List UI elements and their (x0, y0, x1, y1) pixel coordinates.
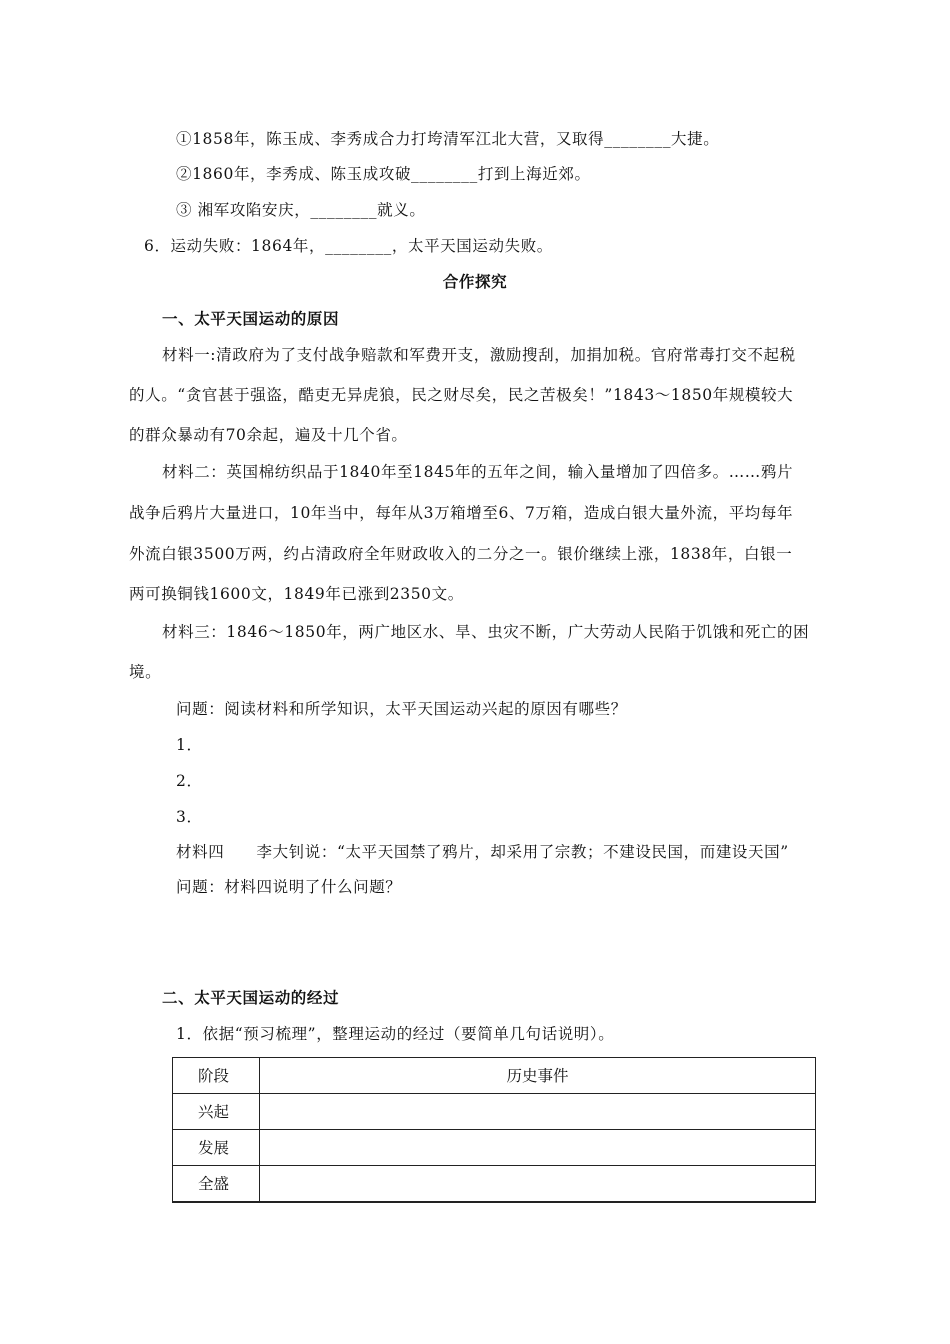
material1-line-1: 材料一:清政府为了支付战争赔款和军费开支，激励搜刮，加捐加税。官府常毒打交不起税 (162, 346, 796, 364)
header-stage: 阶段 (173, 1058, 260, 1094)
stage-cell: 全盛 (173, 1166, 260, 1202)
material2-line-2: 战争后鸦片大量进口，10年当中，每年从3万箱增至6、7万箱，造成白银大量外流，平均每年 (129, 504, 794, 522)
table-header-row (173, 1058, 816, 1094)
part2-instruction: 1．依据“预习梳理”，整理运动的经过（要简单几句话说明）。 (176, 1025, 615, 1043)
table-row (173, 1130, 816, 1166)
material2-line-1: 材料二：英国棉纺织品于1840年至1845年的五年之间，输入量增加了四倍多。……鸦片 (162, 463, 794, 481)
pre-item-4: 6．运动失败：1864年，________，太平天国运动失败。 (144, 237, 553, 255)
question2: 问题：材料四说明了什么问题？ (176, 878, 402, 896)
material1-line-3: 的群众暴动有70余起，遍及十几个省。 (129, 426, 408, 444)
pre-item-2: ②1860年，李秀成、陈玉成攻破________打到上海近郊。 (176, 165, 591, 183)
question1: 问题：阅读材料和所学知识，太平天国运动兴起的原因有哪些？ (176, 700, 627, 718)
answer-1: 1． (176, 736, 203, 754)
event-cell[interactable] (260, 1166, 816, 1202)
part1-heading: 一、太平天国运动的原因 (162, 310, 340, 328)
material3-line-1: 材料三：1846～1850年，两广地区水、旱、虫灾不断，广大劳动人民陷于饥饿和死亡的困 (162, 623, 810, 641)
event-cell[interactable] (260, 1130, 816, 1166)
answer-2: 2． (176, 772, 203, 790)
material1-line-2: 的人。“贪官甚于强盗，酷吏无异虎狼，民之财尽矣，民之苦极矣！”1843～1850年规模较大 (129, 386, 794, 404)
events-table (172, 1057, 816, 1203)
pre-item-1: ①1858年，陈玉成、李秀成合力打垮清军江北大营，又取得________大捷。 (176, 130, 720, 148)
header-events: 历史事件 (260, 1058, 816, 1094)
material4: 材料四 李大钊说：“太平天国禁了鸦片，却采用了宗教；不建设民国，而建设天国” (176, 843, 789, 861)
table-row (173, 1094, 816, 1130)
table-row (173, 1166, 816, 1202)
stage-cell: 发展 (173, 1130, 260, 1166)
event-cell[interactable] (260, 1094, 816, 1130)
material2-line-3: 外流白银3500万两，约占清政府全年财政收入的二分之一。银价继续上涨，1838年，白银一 (129, 545, 793, 563)
answer-3: 3． (176, 808, 203, 826)
part2-heading: 二、太平天国运动的经过 (162, 989, 340, 1007)
material2-line-4: 两可换铜钱1600文，1849年已涨到2350文。 (129, 585, 464, 603)
stage-cell: 兴起 (173, 1094, 260, 1130)
section-title: 合作探究 (442, 273, 508, 291)
pre-item-3: ③ 湘军攻陷安庆，________就义。 (176, 201, 426, 219)
material3-line-2: 境。 (129, 663, 162, 681)
